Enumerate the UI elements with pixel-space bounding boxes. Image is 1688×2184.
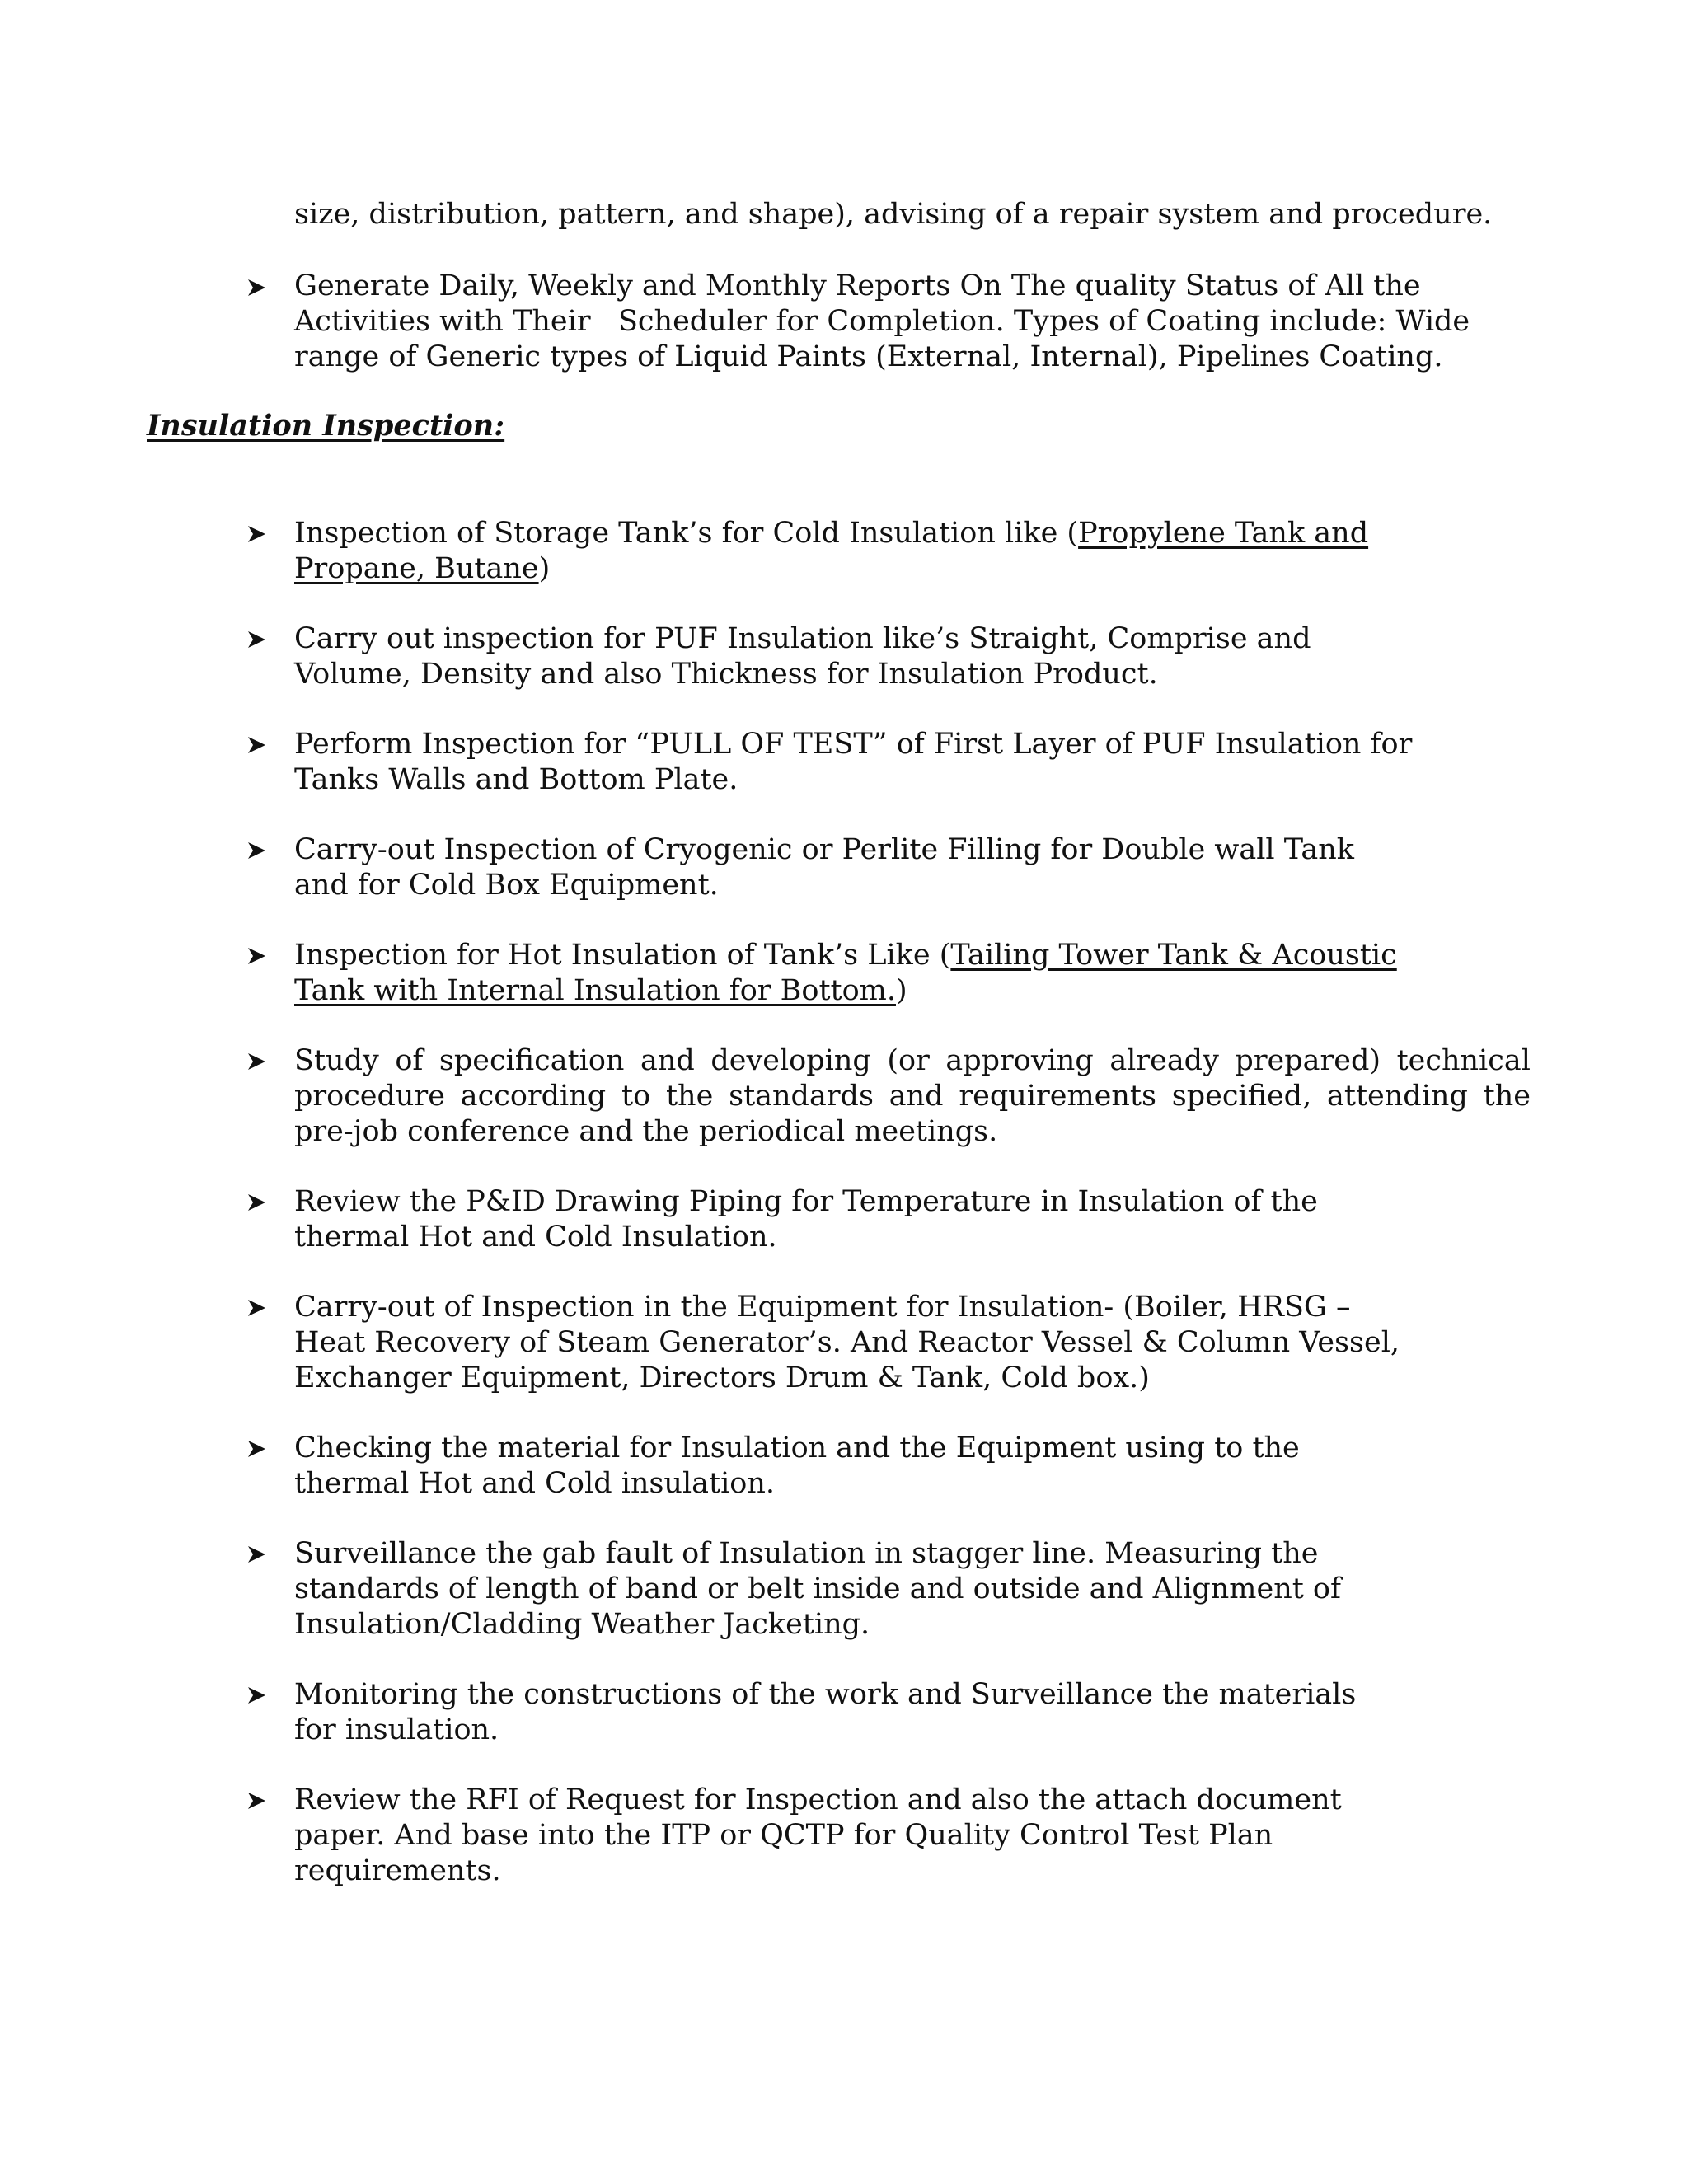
text-line: [294, 973, 1397, 1009]
word: prepared): [1235, 1044, 1381, 1077]
text-line: standards of length of band or belt inside and outside and Alignment of: [294, 1572, 1341, 1605]
word: already: [1109, 1044, 1219, 1077]
arrow-bullet-icon: [247, 1537, 270, 1572]
list-item: [294, 269, 1470, 375]
text-line: Tanks Walls and Bottom Plate.: [294, 763, 738, 796]
text-line: Volume, Density and also Thickness for Insulation Product.: [294, 658, 1158, 691]
word: Study: [294, 1044, 379, 1077]
arrow-bullet-icon: [247, 1185, 270, 1221]
underlined-span: Propylene Tank and: [1078, 517, 1369, 550]
text-line: Carry-out Inspection of Cryogenic or Perlite Filling for Double wall Tank: [294, 833, 1354, 866]
text-span: Inspection for Hot Insulation of Tank’s Like (: [294, 939, 951, 972]
list-item: [294, 516, 1368, 587]
text-line: Heat Recovery of Steam Generator’s. And Reactor Vessel & Column Vessel,: [294, 1326, 1400, 1359]
arrow-bullet-icon: [247, 517, 270, 552]
text-line: [294, 1043, 1531, 1079]
word: specification: [438, 1044, 625, 1077]
arrow-bullet-icon: [247, 1783, 270, 1819]
arrow-bullet-icon: [247, 270, 270, 306]
arrow-bullet-icon: [247, 728, 270, 763]
word: and: [640, 1044, 695, 1077]
text-line: Perform Inspection for “PULL OF TEST” of First Layer of PUF Insulation for: [294, 728, 1413, 761]
underlined-span: Tailing Tower Tank & Acoustic: [950, 939, 1397, 972]
arrow-bullet-icon: [247, 939, 270, 974]
arrow-bullet-icon: [247, 833, 270, 869]
text-line: range of Generic types of Liquid Paints (External, Internal), Pipelines Coating.: [294, 340, 1443, 373]
text-line: Review the P&ID Drawing Piping for Temperature in Insulation of the: [294, 1185, 1318, 1218]
list-item: [294, 1184, 1318, 1255]
word: attending: [1327, 1080, 1468, 1113]
word: procedure: [294, 1080, 445, 1113]
word: of: [395, 1044, 424, 1077]
text-line: Review the RFI of Request for Inspection and also the attach document: [294, 1783, 1342, 1816]
list-item: [294, 1043, 1531, 1150]
underlined-span: Tank with Internal Insulation for Bottom.: [294, 974, 896, 1007]
text-line: pre-job conference and the periodical meetings.: [294, 1115, 998, 1148]
arrow-bullet-icon: [247, 1432, 270, 1467]
word: the: [1483, 1080, 1531, 1113]
text-line: size, distribution, pattern, and shape), advising of a repair system and procedure.: [294, 198, 1493, 231]
text-line: Carry-out of Inspection in the Equipment for Insulation- (Boiler, HRSG –: [294, 1291, 1351, 1324]
list-item: [294, 938, 1397, 1009]
text-line: Checking the material for Insulation and the Equipment using to the: [294, 1432, 1300, 1465]
continuation-paragraph: [294, 197, 1492, 232]
word: standards: [729, 1080, 874, 1113]
section-heading: Insulation Inspection:: [147, 409, 505, 443]
text-line: [294, 1079, 1531, 1114]
text-line: Monitoring the constructions of the work and Surveillance the materials: [294, 1678, 1357, 1711]
list-item: [294, 1290, 1400, 1396]
word: according: [460, 1080, 607, 1113]
text-line: requirements.: [294, 1854, 501, 1887]
text-line: thermal Hot and Cold insulation.: [294, 1467, 776, 1500]
text-line: Activities with Their Scheduler for Completion. Types of Coating include: Wide: [294, 305, 1470, 338]
word: specified,: [1171, 1080, 1312, 1113]
list-item: [294, 1431, 1300, 1502]
list-item: [294, 1536, 1341, 1643]
text-line: [294, 516, 1368, 551]
word: the: [665, 1080, 714, 1113]
arrow-bullet-icon: [247, 1291, 270, 1326]
text-span: ): [895, 974, 907, 1007]
text-span: Inspection of Storage Tank’s for Cold Insulation like (: [294, 517, 1079, 550]
list-item: [294, 1783, 1342, 1889]
word: requirements: [959, 1080, 1156, 1113]
list-item: [294, 727, 1412, 798]
text-line: [294, 551, 1368, 587]
text-line: Exchanger Equipment, Directors Drum & Tank, Cold box.): [294, 1361, 1150, 1394]
text-line: for insulation.: [294, 1713, 499, 1746]
arrow-bullet-icon: [247, 1044, 270, 1080]
list-item: [294, 621, 1311, 692]
word: (or: [887, 1044, 930, 1077]
text-span: ): [538, 552, 551, 585]
arrow-bullet-icon: [247, 622, 270, 658]
word: and: [889, 1080, 944, 1113]
text-line: thermal Hot and Cold Insulation.: [294, 1221, 777, 1254]
text-line: Generate Daily, Weekly and Monthly Reports On The quality Status of All the: [294, 269, 1421, 302]
arrow-bullet-icon: [247, 1678, 270, 1713]
text-line: [294, 938, 1397, 973]
underlined-span: Propane, Butane: [294, 552, 539, 585]
list-item: [294, 1677, 1356, 1748]
word: to: [621, 1080, 651, 1113]
word: technical: [1396, 1044, 1531, 1077]
text-line: paper. And base into the ITP or QCTP for Quality Control Test Plan: [294, 1819, 1273, 1852]
text-line: Insulation/Cladding Weather Jacketing.: [294, 1608, 870, 1641]
text-line: and for Cold Box Equipment.: [294, 869, 719, 902]
text-line: Surveillance the gab fault of Insulation in stagger line. Measuring the: [294, 1537, 1319, 1570]
list-item: [294, 832, 1354, 903]
text-line: Carry out inspection for PUF Insulation like’s Straight, Comprise and: [294, 622, 1311, 655]
word: approving: [945, 1044, 1094, 1077]
word: developing: [710, 1044, 871, 1077]
